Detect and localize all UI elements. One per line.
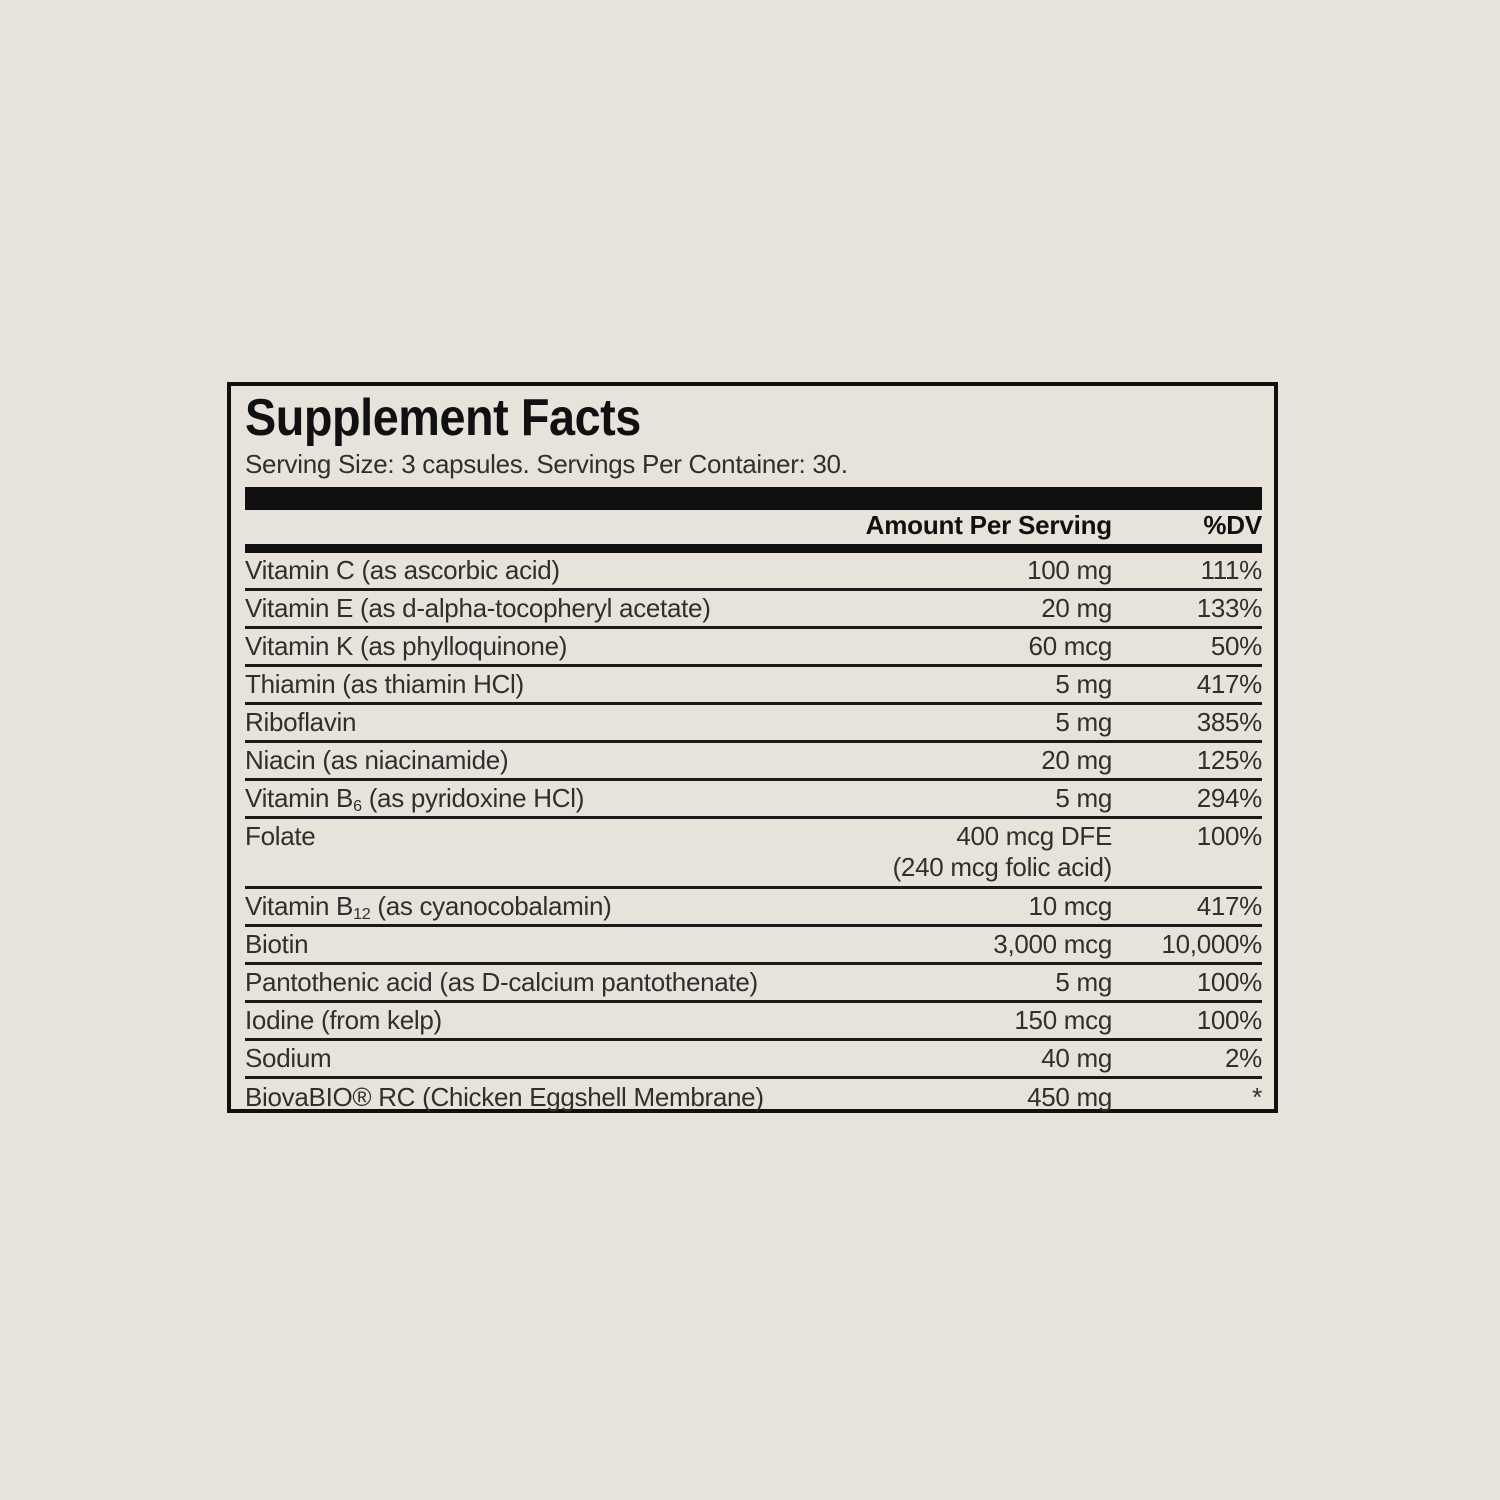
dv-value: 100% xyxy=(1196,821,1262,851)
table-row xyxy=(245,629,1262,667)
nutrient-name: Vitamin $B_{12}$ (as cyanocobalamin) xyxy=(245,891,612,924)
table-row xyxy=(245,705,1262,743)
amount-value: 20 mg xyxy=(1041,593,1112,623)
dv-value: 385% xyxy=(1196,707,1262,737)
nutrient-name: Vitamin K (as phylloquinone) xyxy=(245,631,568,661)
table-row xyxy=(245,553,1262,591)
table-row xyxy=(245,889,1262,927)
dv-value: 10,000% xyxy=(1161,929,1262,959)
nutrient-name: Biotin xyxy=(245,929,309,959)
header-divider-medium xyxy=(245,544,1262,553)
panel-title: Supplement Facts xyxy=(245,389,641,447)
header-divider-thick xyxy=(245,487,1262,510)
dv-value: 133% xyxy=(1196,593,1262,623)
table-row xyxy=(245,1079,1262,1116)
supplement-facts-panel xyxy=(227,382,1278,1113)
dv-value: 100% xyxy=(1196,1005,1262,1035)
dv-value: * xyxy=(1252,1082,1262,1112)
amount-value: 400 mcg DFE (240 mcg folic acid) xyxy=(892,821,1112,882)
amount-value: 150 mcg xyxy=(1014,1005,1112,1035)
table-row xyxy=(245,781,1262,819)
table-header-row xyxy=(245,510,1262,544)
amount-value: 10 mcg xyxy=(1028,891,1112,921)
table-row xyxy=(245,1003,1262,1041)
amount-value: 5 mg xyxy=(1055,669,1112,699)
nutrient-name: BiovaBIO® RC (Chicken Eggshell Membrane) xyxy=(245,1082,764,1112)
dv-header: %DV xyxy=(1203,510,1262,540)
amount-value: 60 mcg xyxy=(1028,631,1112,661)
table-row xyxy=(245,1041,1262,1079)
dv-value: 125% xyxy=(1196,745,1262,775)
nutrient-name: Folate xyxy=(245,821,316,851)
serving-info: Serving Size: 3 capsules. Servings Per Container: 30. xyxy=(245,449,848,479)
amount-value: 5 mg xyxy=(1055,707,1112,737)
table-row xyxy=(245,591,1262,629)
amount-per-serving-header: Amount Per Serving xyxy=(865,510,1112,540)
dv-value: 417% xyxy=(1196,669,1262,699)
table-row xyxy=(245,965,1262,1003)
table-row xyxy=(245,667,1262,705)
amount-value: 5 mg xyxy=(1055,783,1112,813)
dv-value: 2% xyxy=(1225,1043,1262,1073)
nutrient-name: Iodine (from kelp) xyxy=(245,1005,442,1035)
dv-value: 417% xyxy=(1196,891,1262,921)
nutrient-name: Vitamin C (as ascorbic acid) xyxy=(245,555,560,585)
amount-value: 20 mg xyxy=(1041,745,1112,775)
nutrient-name: Sodium xyxy=(245,1043,332,1073)
amount-value: 3,000 mcg xyxy=(993,929,1112,959)
dv-value: 111% xyxy=(1200,555,1262,585)
dv-value: 294% xyxy=(1196,783,1262,813)
nutrient-name: Thiamin (as thiamin HCl) xyxy=(245,669,524,699)
dv-value: 100% xyxy=(1196,967,1262,997)
nutrient-name: Niacin (as niacinamide) xyxy=(245,745,509,775)
table-row xyxy=(245,927,1262,965)
amount-value: 5 mg xyxy=(1055,967,1112,997)
dv-value: 50% xyxy=(1210,631,1262,661)
nutrient-name: Vitamin E (as d-alpha-tocopheryl acetate) xyxy=(245,593,711,623)
amount-value: 40 mg xyxy=(1041,1043,1112,1073)
amount-value: 450 mg xyxy=(1027,1082,1112,1112)
nutrition-table xyxy=(245,553,1262,1116)
table-row xyxy=(245,819,1262,889)
nutrient-name: Pantothenic acid (as D-calcium pantothenate) xyxy=(245,967,758,997)
amount-value: 100 mg xyxy=(1027,555,1112,585)
nutrient-name: Vitamin $B_6$ (as pyridoxine HCl) xyxy=(245,783,585,816)
nutrient-name: Riboflavin xyxy=(245,707,357,737)
table-row xyxy=(245,743,1262,781)
